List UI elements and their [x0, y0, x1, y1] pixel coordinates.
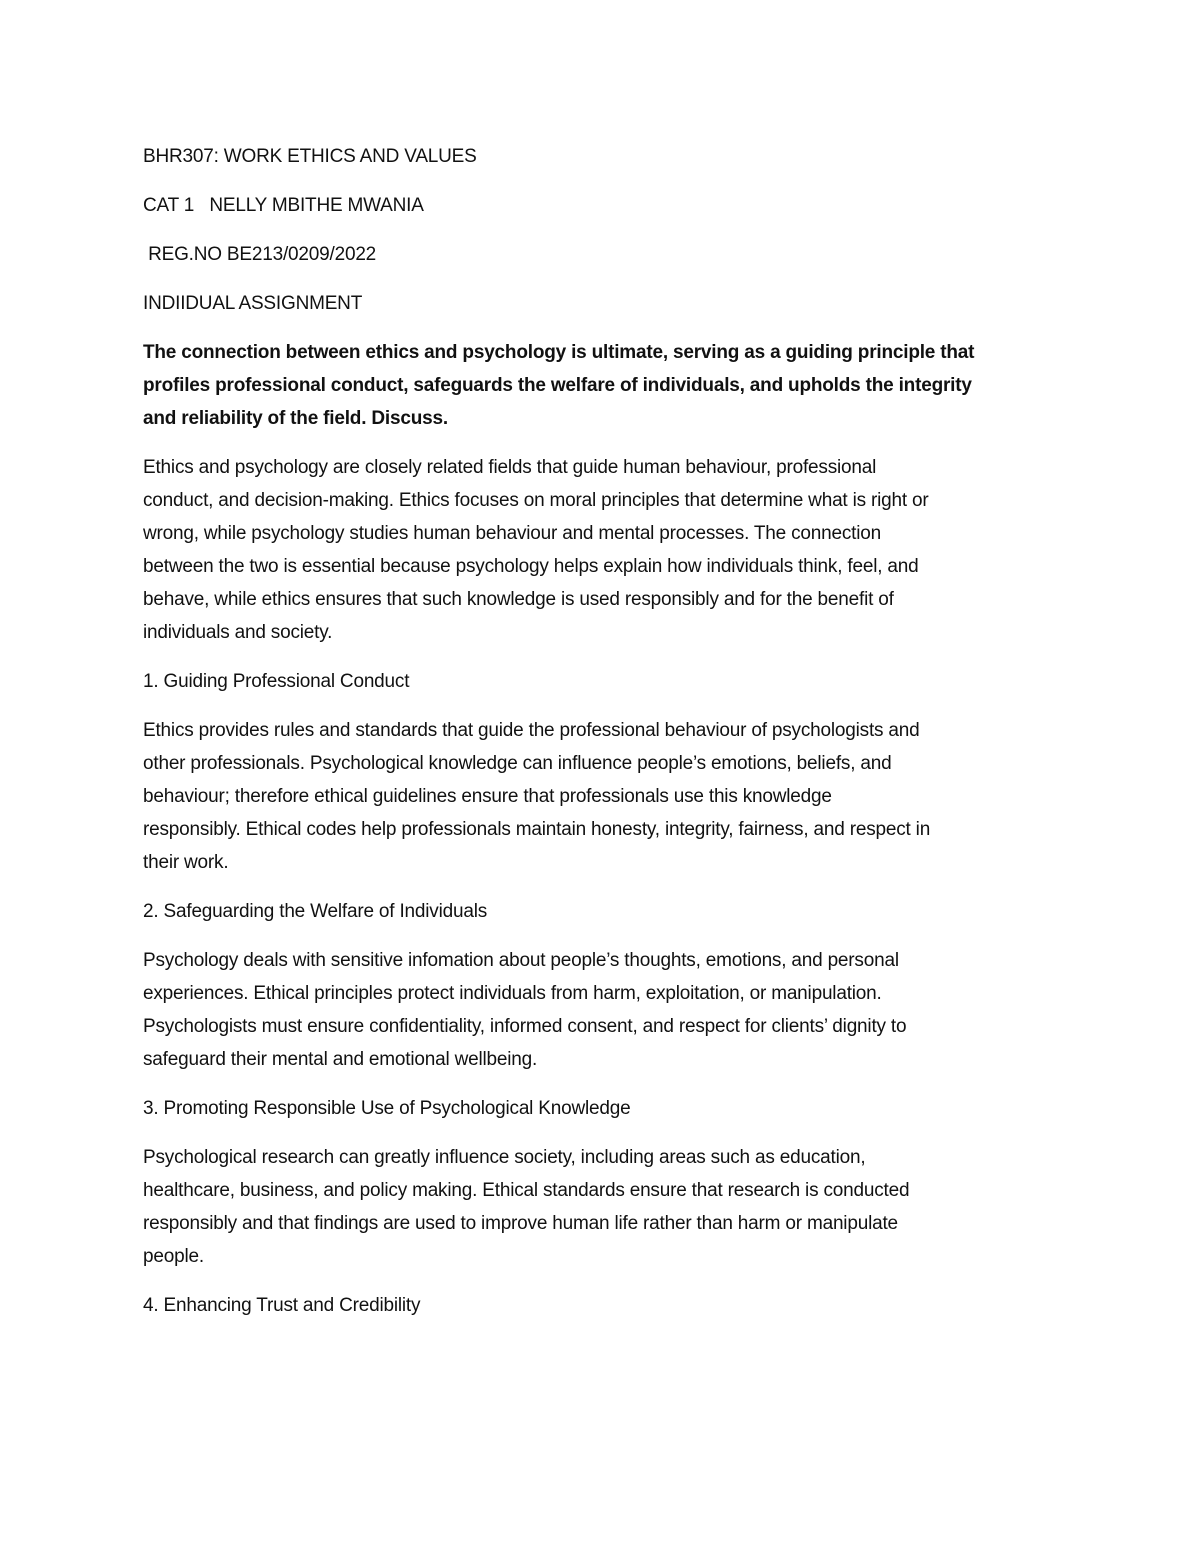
section-paragraph	[143, 944, 1063, 1076]
paragraph-line: between the two is essential because psychology helps explain how individuals think, feel, and	[143, 556, 919, 577]
paragraph-line: Psychology deals with sensitive infomation about people’s thoughts, emotions, and personal	[143, 950, 899, 971]
paragraph-line: Ethics provides rules and standards that guide the professional behaviour of psychologists and	[143, 720, 920, 741]
paragraph-line: Ethics and psychology are closely related fields that guide human behaviour, professional	[143, 457, 877, 478]
paragraph-line: wrong, while psychology studies human behaviour and mental processes. The connection	[143, 523, 882, 544]
course-title: BHR307: WORK ETHICS AND VALUES	[143, 146, 477, 167]
paragraph-line: experiences. Ethical principles protect individuals from harm, exploitation, or manipulation.	[143, 983, 882, 1004]
paragraph-line: Psychologists must ensure confidentiality, informed consent, and respect for clients’ dignity to	[143, 1016, 907, 1037]
question-line: profiles professional conduct, safeguards the welfare of individuals, and upholds the integrity	[143, 375, 972, 396]
paragraph-line: responsibly. Ethical codes help professionals maintain honesty, integrity, fairness, and respect in	[143, 819, 931, 840]
paragraph-line: people.	[143, 1246, 204, 1267]
assignment-type: INDIIDUAL ASSIGNMENT	[143, 293, 363, 314]
section-paragraph	[143, 1141, 1063, 1273]
paragraph-line: behave, while ethics ensures that such knowledge is used responsibly and for the benefit of	[143, 589, 894, 610]
question-line: The connection between ethics and psychology is ultimate, serving as a guiding principle that	[143, 342, 975, 363]
paragraph-line: behaviour; therefore ethical guidelines ensure that professionals use this knowledge	[143, 786, 832, 807]
paragraph-line: healthcare, business, and policy making. Ethical standards ensure that research is conducted	[143, 1180, 910, 1201]
registration-number: REG.NO BE213/0209/2022	[143, 244, 377, 265]
section-heading: 2. Safeguarding the Welfare of Individuals	[143, 901, 488, 922]
document-body	[143, 140, 1063, 1338]
cat-student-line: CAT 1 NELLY MBITHE MWANIA	[143, 195, 424, 216]
intro-paragraph	[143, 451, 1063, 649]
section-paragraph	[143, 714, 1063, 879]
section-heading: 4. Enhancing Trust and Credibility	[143, 1295, 421, 1316]
question-line: and reliability of the field. Discuss.	[143, 408, 448, 429]
paragraph-line: Psychological research can greatly influence society, including areas such as education,	[143, 1147, 866, 1168]
section-heading: 3. Promoting Responsible Use of Psychological Knowledge	[143, 1098, 631, 1119]
paragraph-line: their work.	[143, 852, 229, 873]
assignment-question	[143, 336, 1063, 435]
paragraph-line: other professionals. Psychological knowledge can influence people’s emotions, beliefs, and	[143, 753, 892, 774]
paragraph-line: safeguard their mental and emotional wellbeing.	[143, 1049, 538, 1070]
section-heading: 1. Guiding Professional Conduct	[143, 671, 410, 692]
paragraph-line: conduct, and decision-making. Ethics focuses on moral principles that determine what is right or	[143, 490, 929, 511]
paragraph-line: individuals and society.	[143, 622, 333, 643]
paragraph-line: responsibly and that findings are used to improve human life rather than harm or manipulate	[143, 1213, 898, 1234]
